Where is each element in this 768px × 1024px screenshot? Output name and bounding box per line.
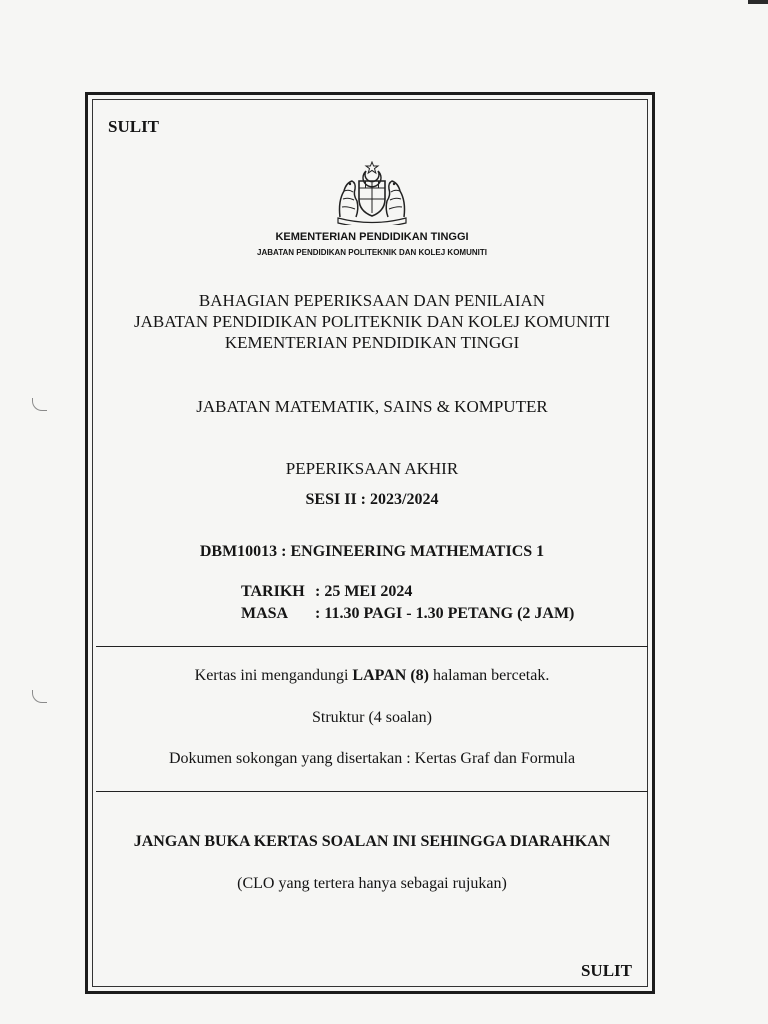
course-title: DBM10013 : ENGINEERING MATHEMATICS 1 — [199, 543, 545, 560]
division-line: BAHAGIAN PEPERIKSAAN DAN PENILAIAN — [198, 291, 546, 310]
divider — [96, 791, 648, 792]
exam-date-row — [241, 583, 412, 601]
classification-top: SULIT — [108, 117, 160, 136]
punch-hole-mark — [32, 690, 47, 703]
ministry-department: JABATAN PENDIDIKAN POLITEKNIK DAN KOLEJ KOMUNITI — [257, 248, 487, 257]
exam-time-value: : 11.30 PAGI - 1.30 PETANG (2 JAM) — [315, 605, 575, 622]
classification-bottom: SULIT — [580, 961, 632, 980]
supporting-documents-note: Dokumen sokongan yang disertakan : Kertas Graf dan Formula — [168, 750, 576, 767]
page-count-prefix: Kertas ini mengandungi — [194, 667, 353, 684]
ministry-name: KEMENTERIAN PENDIDIKAN TINGGI — [275, 231, 469, 243]
malaysian-coat-of-arms-icon — [330, 161, 414, 225]
cover-page-frame — [85, 92, 655, 994]
division-line: JABATAN PENDIDIKAN POLITEKNIK DAN KOLEJ KOMUNITI — [133, 312, 610, 331]
structure-note: Struktur (4 soalan) — [312, 709, 432, 726]
department-name: JABATAN MATEMATIK, SAINS & KOMPUTER — [196, 397, 548, 416]
scan-corner-mark — [748, 0, 768, 4]
division-line: KEMENTERIAN PENDIDIKAN TINGGI — [224, 333, 520, 352]
exam-session: SESI II : 2023/2024 — [305, 491, 439, 508]
exam-type: PEPERIKSAAN AKHIR — [285, 459, 459, 478]
exam-date-label: TARIKH — [241, 583, 305, 600]
page-count-note — [88, 667, 656, 685]
punch-hole-mark — [32, 398, 47, 411]
exam-time-label: MASA — [241, 605, 289, 622]
divider — [96, 646, 648, 647]
page-count-suffix: halaman bercetak. — [428, 667, 550, 684]
exam-time-row — [241, 605, 574, 623]
exam-date-value: : 25 MEI 2024 — [315, 583, 413, 600]
page-count-bold: LAPAN (8) — [352, 667, 429, 684]
do-not-open-warning: JANGAN BUKA KERTAS SOALAN INI SEHINGGA DIARAHKAN — [133, 833, 611, 850]
clo-reference-note: (CLO yang tertera hanya sebagai rujukan) — [237, 875, 507, 892]
